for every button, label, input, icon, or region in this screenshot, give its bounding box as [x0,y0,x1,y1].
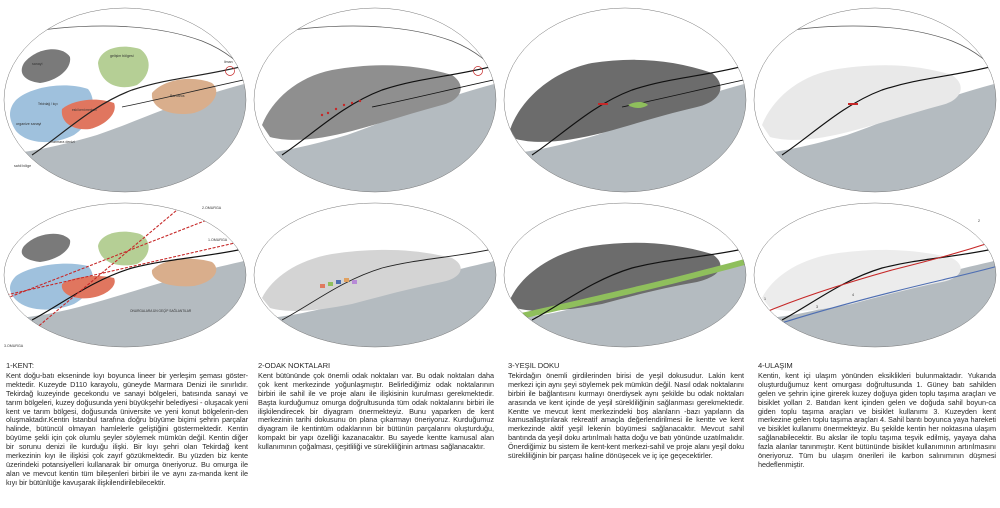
caption-city [6,362,248,506]
panel-focus-diagram [252,200,498,350]
axis-label-2: 1.OMURGA [208,238,228,242]
route-number-2: 2 [978,219,980,223]
caption-body: Kentin, kent içi ulaşım yönünden eksiklikleri bulunmaktadır. Yukarıda oluşturduğumuz kent omurgası doğrultusunda 1. Güney batı sahilden gelen ve şehrin içine girerek kuzey doğuya giden toplu taşıma araçları ve bisiklet yolları 2. Batıdan kent içinden gelen ve doğuda sahil boyun-ca giden toplu taşıma araçları ve bisiklet kullanımı 3. Kuzeyden kent merkezine gelen toplu taşıma araçları 4. Sahil bantı boyunca yaya hareketi ve bisiklet kullanımı önermekteyiz. Bu şekilde kentin her noktasına ulaşım sağlanabilecektir. Bu akslar ile toplu taşıma teşvik edilmiş, yayaya daha fazla alanlar tanınmıştır. Kent bütününde bisiklet kullanımının artırılmasını öneriyoruz. Tüm bu ulaşım önerileri ile karbon salınımının düşmesi hedeflenmiştir. [758,370,996,469]
caption-transport [758,362,996,506]
label-d: eski kent merkezi [72,108,97,112]
caption-body: Kent bütününde çok önemli odak noktaları var. Bu odak noktaları daha çok kent merkezinde yoğunlaşmıştır. Belirlediğimiz odak noktalarının birbiri ile sahil ile ve proje alanı ile ilişkisinin kurulması gerekmektedir. Başta kurduğumuz omurga doğrultusunda tüm odak noktalarını birbiri ile ilişkilendirecek bir diyagram önermekteyiz. Bunu yaparken de kent merkezinin tarihi dokusunu ön plana çıkarmayı öneriyoruz. Kurduğumuz diyagram ile kentintüm odaklarının bir bütünün parçalarını oluşturduğu, kompakt bir yapı özelliği kazanacaktır. Bu sayede kentte kamusal alan kullanımının çoğalması, çeşitliliği ve sürekliliğinin artması sağlanacaktır. [258,370,494,452]
caption-body: Kent doğu-batı ekseninde kıyı boyunca lineer bir yerleşim şeması göster-mektedir. Kuzeyde D110 karayolu, güneyde Marmara Denizi ile sınırlıdır. Tekirdağ kuzeyinde gecekondu ve sanayi bölgeleri, batısında sanayi ve tarım bölgeleri, kuzey doğusunda yeni büyükşehir belediyesi - oluşacak yeni kent ve tarım bölgesi, doğusunda üniversite ve yeni konut bölgelerin-den oluşmaktadır.Kentin İstanbul tarafına doğru büyüme biçimi şehrin parçalar halinde, bütüncül olmayan hamlelerle geliştiğini göstermektedir. Kentin büyüme şekli için çok olumlu şeyler söylemek mümkün değil. Kentin diğer bir sorunu denizi ile kurduğu ilişki. Bir kıyı şehri olan Tekirdağ kent merkezinin kıyı ile ilişkisi çok zayıf gözükmektedir. Bu yüzden biz kente üzerindeki potansiyelleri kullanarak bir omurga öneriyoruz. Bu omurga ile alan ve mevcut kentin tüm bileşenleri birbiri ile ve aynı za-manda kent ile kıyı bir bütünlüğe kavuşarak ilişkilendirilebilecektir. [6,370,248,487]
label-i: liman [224,60,233,64]
caption-green [508,362,744,506]
label-h: organize sanayi [16,122,42,126]
panel-spine-axes [2,200,248,350]
label-b: gelişim bölgesi [110,54,134,58]
route-number-4: 4 [852,293,854,297]
caption-body: Tekirdağın önemli girdilerinden birisi de yeşil dokusudur. Lakin kent merkezi için aynı şeyi söylemek pek mümkün değil. Nasıl odak noktalarını birbiri ile bağlantısını kurmayı önerdiysek aynı şekilde bu odak noktaları arasında ve kent içinde de yeşil sürekliliğinin sağlanması gerekmektedir. Kentte ve mevcut kent merkezindeki boş alanların -bazı yapıların da kamusallaştırılarak rekreatif amaçla değerlendirilmesi ile kentte ve kent merkezinde aktif yeşil lekenin büyümesi sağlanacaktır. Mevcut sahil bantında da yeşil doku artırılmalı hatta doğu ve batı yönünde uzatılmalıdır. Önerdiğimiz bu sistem ile kent-kent merkezi-sahil ve proje alanı yeşil doku sürekliliğinin bir parçası haline dönüşecek ve iç içe geçecektirler. [508,370,744,461]
route-number-3: 3 [816,305,818,309]
panel-city-zones [2,5,248,195]
panel-transport [752,5,998,195]
label-c: Tekirdağ / kıyı [38,102,58,106]
axis-note: ONURGALARA ÜN GEÇİP SAĞLANTILAR [130,309,192,313]
route-number-1: 1 [764,297,766,301]
axis-label-1: 2.OMURGA [202,206,222,210]
label-g: sahil bölge [14,164,32,168]
panel-focus-points [252,5,498,195]
caption-title: 3-YEŞİL DOKU [508,362,560,370]
caption-title: 2-ODAK NOKTALARI [258,362,331,370]
caption-title: 1-KENT: [6,362,34,370]
panel-green-network [502,200,748,350]
caption-title: 4-ULAŞIM [758,362,793,370]
label-e: Barbaros [170,94,185,98]
caption-focus [258,362,494,506]
panel-green-texture [502,5,748,195]
axis-label-3: 3.OMURGA [4,344,24,348]
label-f: marmara denizi [50,140,75,144]
panel-transport-network [752,200,998,350]
label-a: sanayi [32,62,43,66]
